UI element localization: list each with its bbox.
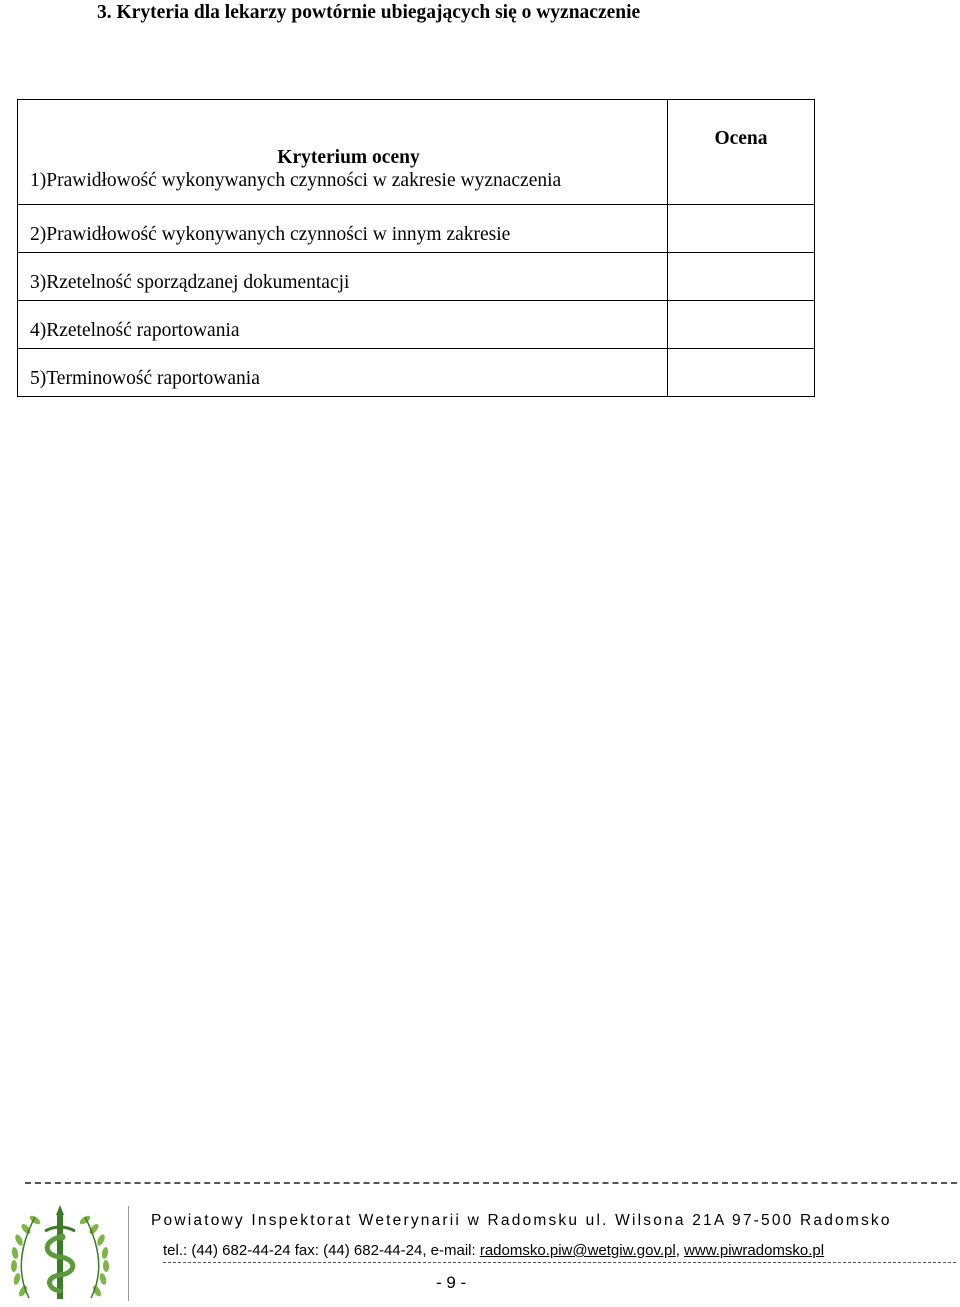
footer-contact <box>163 1241 824 1261</box>
grade-cell[interactable] <box>668 100 815 205</box>
table-row <box>18 301 815 349</box>
criterion-label: 2)Prawidłowość wykonywanych czynności w innym zakresie <box>18 205 668 253</box>
footer-address: Powiatowy Inspektorat Weterynarii w Radomsku ul. Wilsona 21A 97-500 Radomsko <box>151 1212 892 1229</box>
criterion-label: 1)Prawidłowość wykonywanych czynności w zakresie wyznaczenia <box>30 170 562 191</box>
footer-separator <box>25 1182 957 1184</box>
contact-separator: , <box>675 1242 685 1259</box>
criteria-header: Kryterium oceny <box>277 147 420 168</box>
criterion-label: 3)Rzetelność sporządzanej dokumentacji <box>18 253 668 301</box>
table-row <box>18 349 815 397</box>
criterion-label: 5)Terminowość raportowania <box>18 349 668 397</box>
page-number: - 9 - <box>436 1273 467 1292</box>
grade-cell[interactable] <box>668 301 815 349</box>
criteria-table <box>17 99 815 397</box>
table-row <box>18 253 815 301</box>
grade-header: Ocena <box>714 128 768 149</box>
criteria-cell <box>18 100 668 205</box>
grade-cell[interactable] <box>668 349 815 397</box>
table-row <box>18 100 815 205</box>
email-link[interactable]: radomsko.piw@wetgiw.gov.pl <box>479 1242 676 1259</box>
criterion-label: 4)Rzetelność raportowania <box>18 301 668 349</box>
contact-text: tel.: (44) 682-44-24 fax: (44) 682-44-24, e-mail: <box>163 1242 480 1259</box>
grade-cell[interactable] <box>668 253 815 301</box>
section-title: 3. Kryteria dla lekarzy powtórnie ubiegających się o wyznaczenie <box>97 2 641 23</box>
grade-cell[interactable] <box>668 205 815 253</box>
footer-divider <box>128 1206 129 1301</box>
table-row <box>18 205 815 253</box>
veterinary-logo-icon <box>5 1203 115 1305</box>
website-link[interactable]: www.piwradomsko.pl <box>684 1242 825 1259</box>
contact-underline <box>163 1262 956 1263</box>
